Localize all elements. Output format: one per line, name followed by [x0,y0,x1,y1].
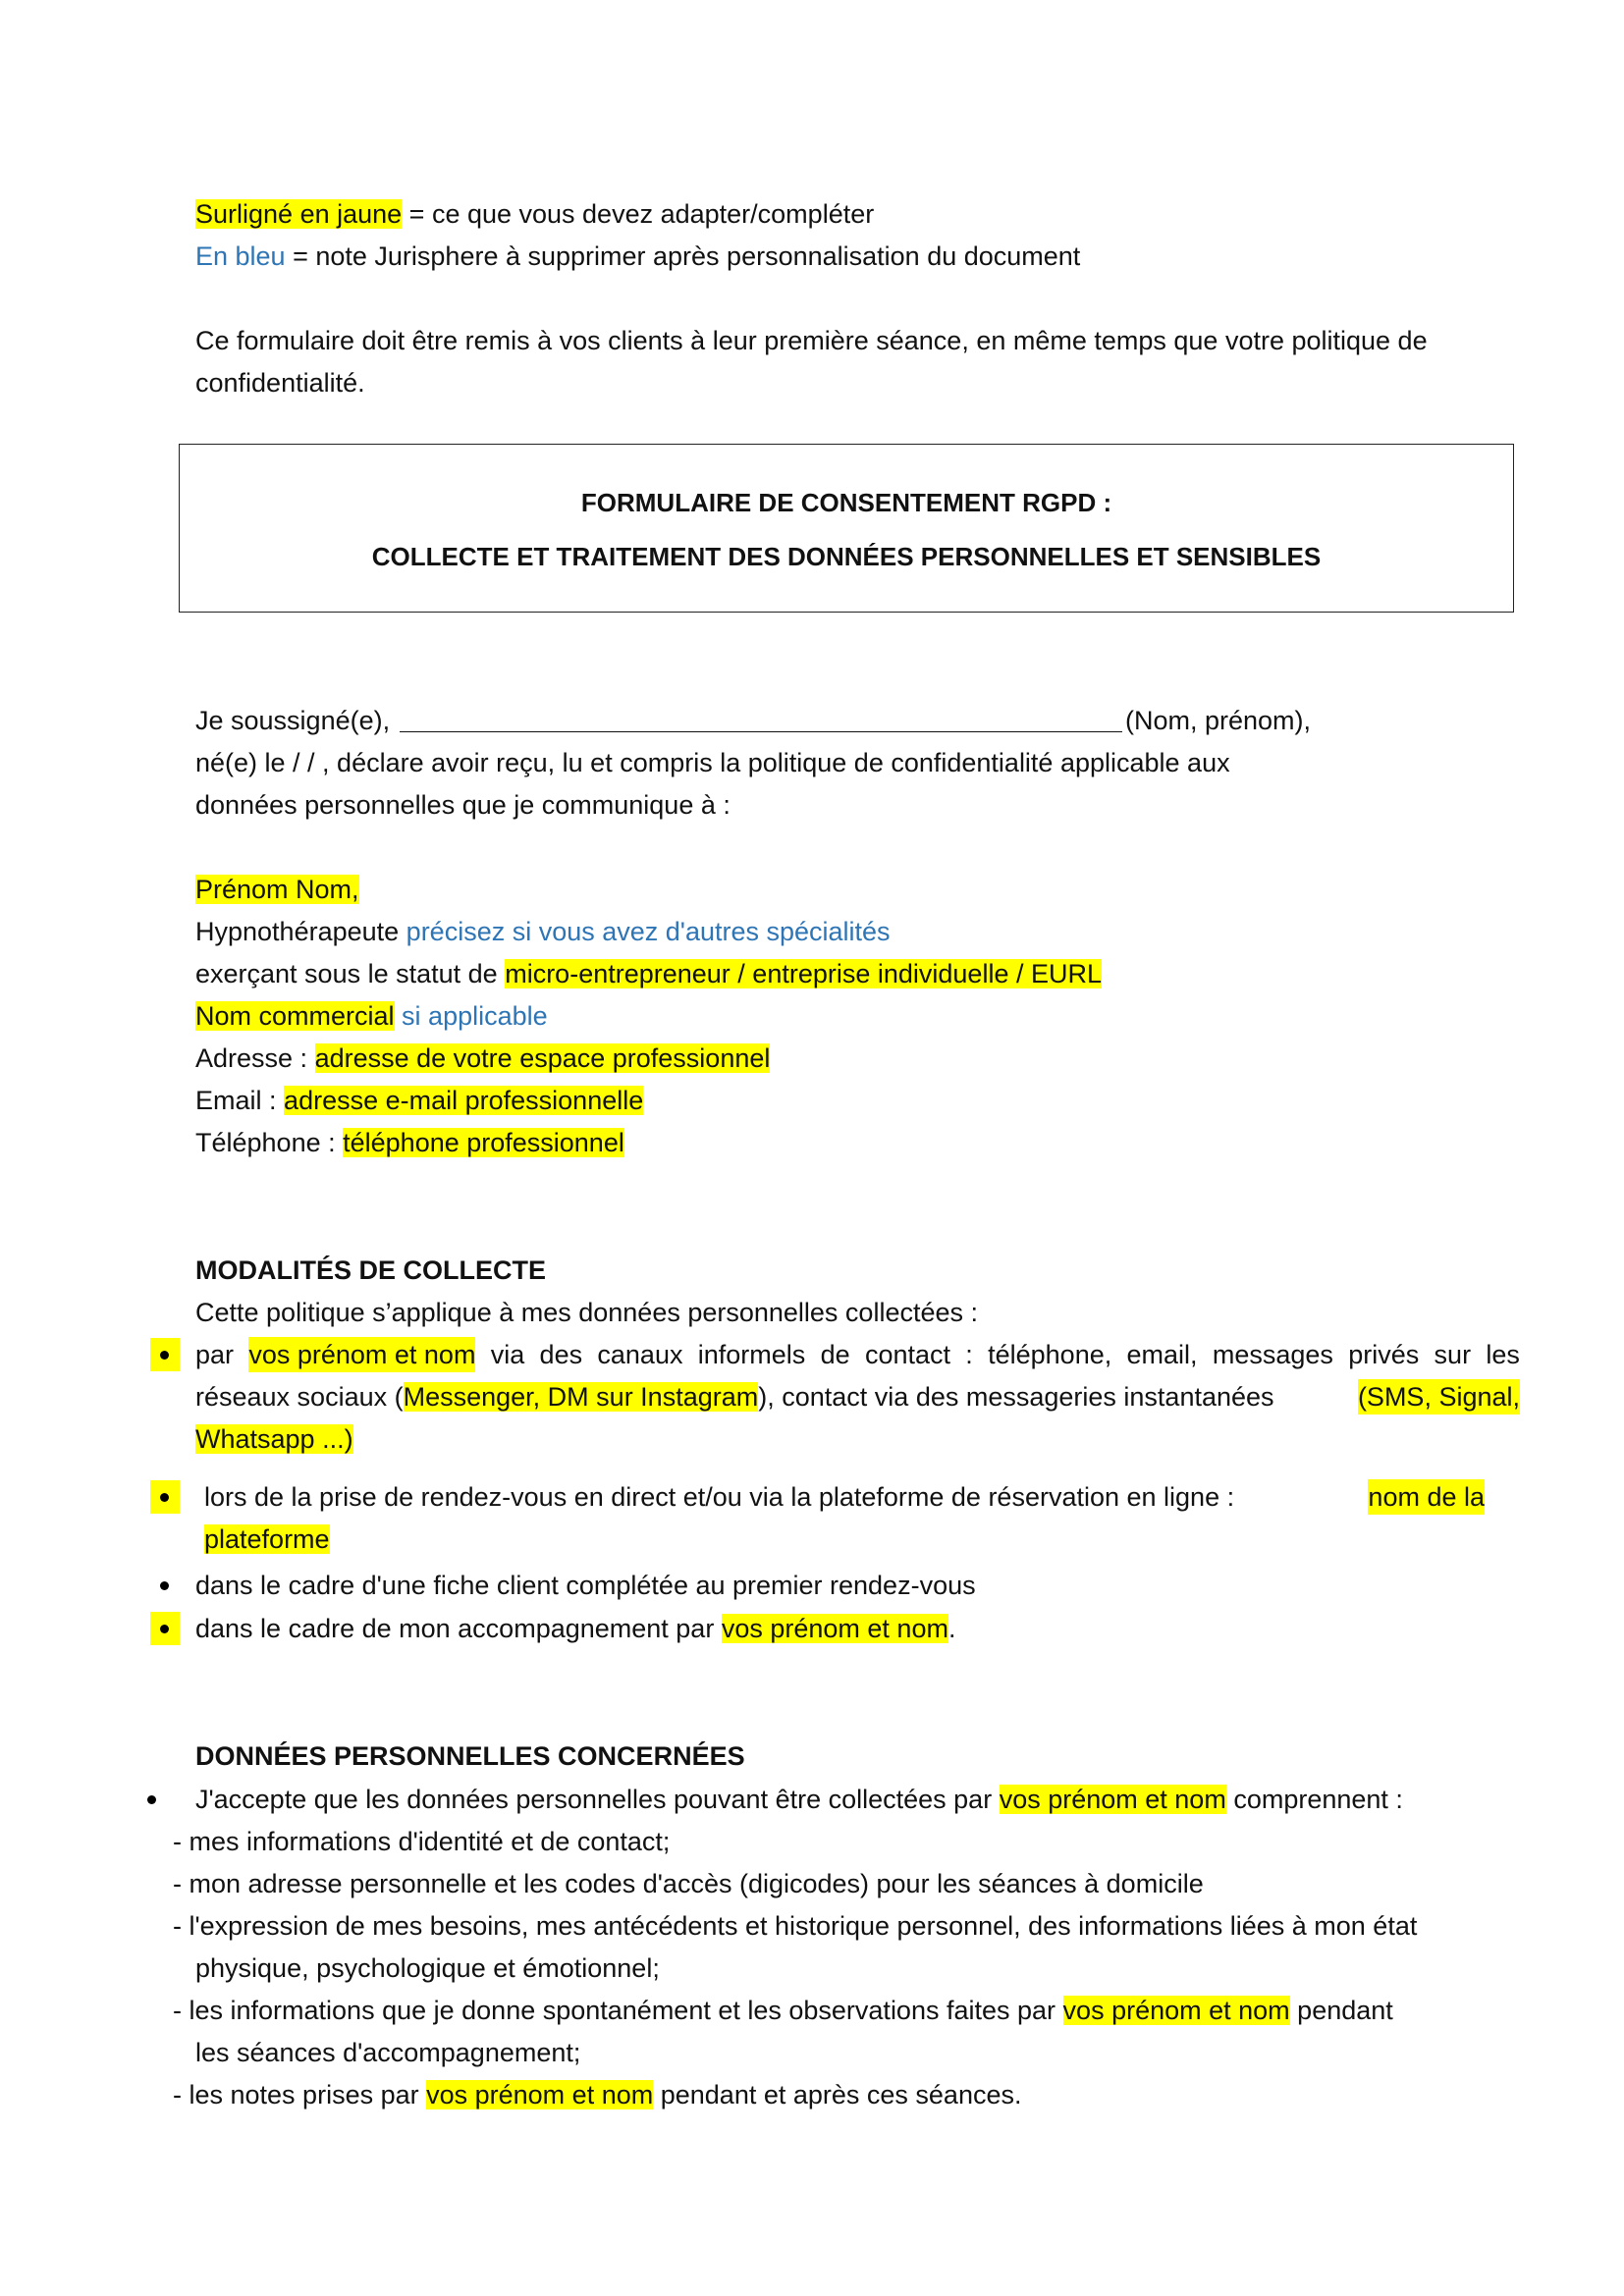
trade-name-value: Nom commercial [195,1001,395,1031]
profession-label: Hypnothérapeute [195,917,400,946]
collecte-intro: Cette politique s’applique à mes données personnelles collectées : [195,1298,979,1327]
segment-text: lors de la prise de rendez-vous en direct et/ou via la plateforme de réservation en ligne : [204,1482,1235,1512]
segment-text: dans le cadre de mon accompagnement par [195,1614,715,1643]
word-highlight: vos prénom et nom [248,1337,475,1372]
practitioner-address [195,1041,770,1076]
donnees-item-1: - mes informations d'identité et de contact; [173,1827,671,1856]
donnees-heading: DONNÉES PERSONNELLES CONCERNÉES [195,1741,745,1771]
form-title: FORMULAIRE DE CONSENTEMENT RGPD : [580,488,1112,517]
bullet-icon [160,1351,169,1360]
segment-text: . [947,1614,956,1643]
phone-label: Téléphone : [195,1128,336,1157]
segment-highlight: vos prénom et nom [1062,1996,1290,2025]
donnees-item-4-line-1 [173,1993,1393,2028]
segment-highlight: vos prénom et nom [721,1614,948,1643]
declaration-name-hint: (Nom, prénom), [1125,706,1312,735]
legend-blue-text: = note Jurisphere à supprimer après personnalisation du document [285,241,1081,271]
word: informels [697,1340,806,1369]
word: téléphone, [988,1340,1112,1369]
segment-highlight: Messenger, DM sur Instagram [403,1382,759,1412]
bullet-icon [147,1795,156,1804]
practitioner-status [195,956,1102,991]
segment-text: J'accepte que les données personnelles pouvant être collectées par [195,1785,993,1814]
form-title-box [179,444,1514,613]
word: sur [1434,1340,1472,1369]
word: les [1486,1340,1520,1369]
word: email, [1126,1340,1198,1369]
address-value: adresse de votre espace professionnel [314,1043,771,1073]
segment-highlight: plateforme [204,1524,330,1554]
status-label: exerçant sous le statut de [195,959,498,988]
email-value: adresse e-mail professionnelle [284,1086,644,1115]
segment-text: - les informations que je donne spontanément et les observations faites par [173,1996,1056,2025]
collecte-bullet-1-line-3 [195,1421,353,1457]
donnees-item-5 [173,2077,1021,2112]
segment-highlight: nom de la [1368,1479,1485,1515]
legend-yellow-label: Surligné en jaune [195,199,403,229]
donnees-bullet-1 [195,1782,1403,1817]
trade-name-note: si applicable [402,1001,548,1031]
collecte-heading: MODALITÉS DE COLLECTE [195,1255,546,1285]
collecte-bullet-2-line-1 [204,1479,1485,1515]
practitioner-trade-name [195,998,548,1034]
bullet-icon [160,1625,169,1633]
segment-text: réseaux sociaux ( [195,1382,404,1412]
segment-highlight: vos prénom et nom [426,2080,654,2109]
intro-line-2: confidentialité. [195,368,365,398]
address-label: Adresse : [195,1043,308,1073]
segment-text: pendant et après ces séances. [660,2080,1022,2109]
word: par [195,1340,235,1369]
declaration-line-2: né(e) le / / , déclare avoir reçu, lu et compris la politique de confidentialité applicable aux [195,748,1230,777]
intro-line-1: Ce formulaire doit être remis à vos clients à leur première séance, en même temps que votre politique de [195,326,1428,355]
word: privés [1348,1340,1420,1369]
legend-yellow-text: = ce que vous devez adapter/compléter [402,199,875,229]
word: canaux [597,1340,683,1369]
name-signature-line[interactable] [400,731,1122,732]
word: messages [1212,1340,1333,1369]
segment-text: pendant [1297,1996,1393,2025]
donnees-item-3-line-1: - l'expression de mes besoins, mes antécédents et historique personnel, des informations liées à mon état [173,1911,1418,1941]
word: contact [864,1340,950,1369]
phone-value: téléphone professionnel [343,1128,624,1157]
legend-blue [195,239,1080,274]
bullet-icon [160,1493,169,1502]
legend-blue-label: En bleu [195,241,286,271]
legend-yellow [195,196,874,232]
declaration-line-3: données personnelles que je communique à : [195,790,731,820]
declaration-start: Je soussigné(e), [195,706,391,735]
collecte-bullet-1-line-1 [195,1337,1520,1372]
segment-text: ), contact via des messageries instantanées [758,1382,1274,1412]
form-subtitle: COLLECTE ET TRAITEMENT DES DONNÉES PERSONNELLES ET SENSIBLES [371,542,1322,571]
segment [195,1379,1274,1415]
segment-highlight: Whatsapp ...) [195,1424,353,1454]
segment-highlight: (SMS, Signal, [1358,1379,1520,1415]
practitioner-email [195,1083,643,1118]
practitioner-phone [195,1125,624,1160]
practitioner-name-value: Prénom Nom, [195,875,359,904]
email-label: Email : [195,1086,277,1115]
word: via [490,1340,525,1369]
collecte-bullet-1-line-2 [195,1379,1520,1415]
word: : [965,1340,973,1369]
bullet-icon [160,1581,169,1590]
segment-text: comprennent : [1233,1785,1403,1814]
segment-text: - les notes prises par [173,2080,427,2109]
word: de [820,1340,850,1369]
collecte-bullet-2-line-2 [204,1522,330,1557]
donnees-item-3-line-2: physique, psychologique et émotionnel; [195,1953,660,1983]
donnees-item-2: - mon adresse personnelle et les codes d'accès (digicodes) pour les séances à domicile [173,1869,1204,1898]
segment-highlight: vos prénom et nom [999,1785,1226,1814]
practitioner-profession [195,914,891,949]
practitioner-name [195,872,359,907]
donnees-item-4-line-2: les séances d'accompagnement; [195,2038,581,2067]
word: des [539,1340,583,1369]
collecte-bullet-3: dans le cadre d'une fiche client complétée au premier rendez-vous [195,1571,976,1600]
status-value: micro-entrepreneur / entreprise individuelle / EURL [505,959,1102,988]
collecte-bullet-4 [195,1611,955,1646]
profession-note: précisez si vous avez d'autres spécialités [406,917,891,946]
